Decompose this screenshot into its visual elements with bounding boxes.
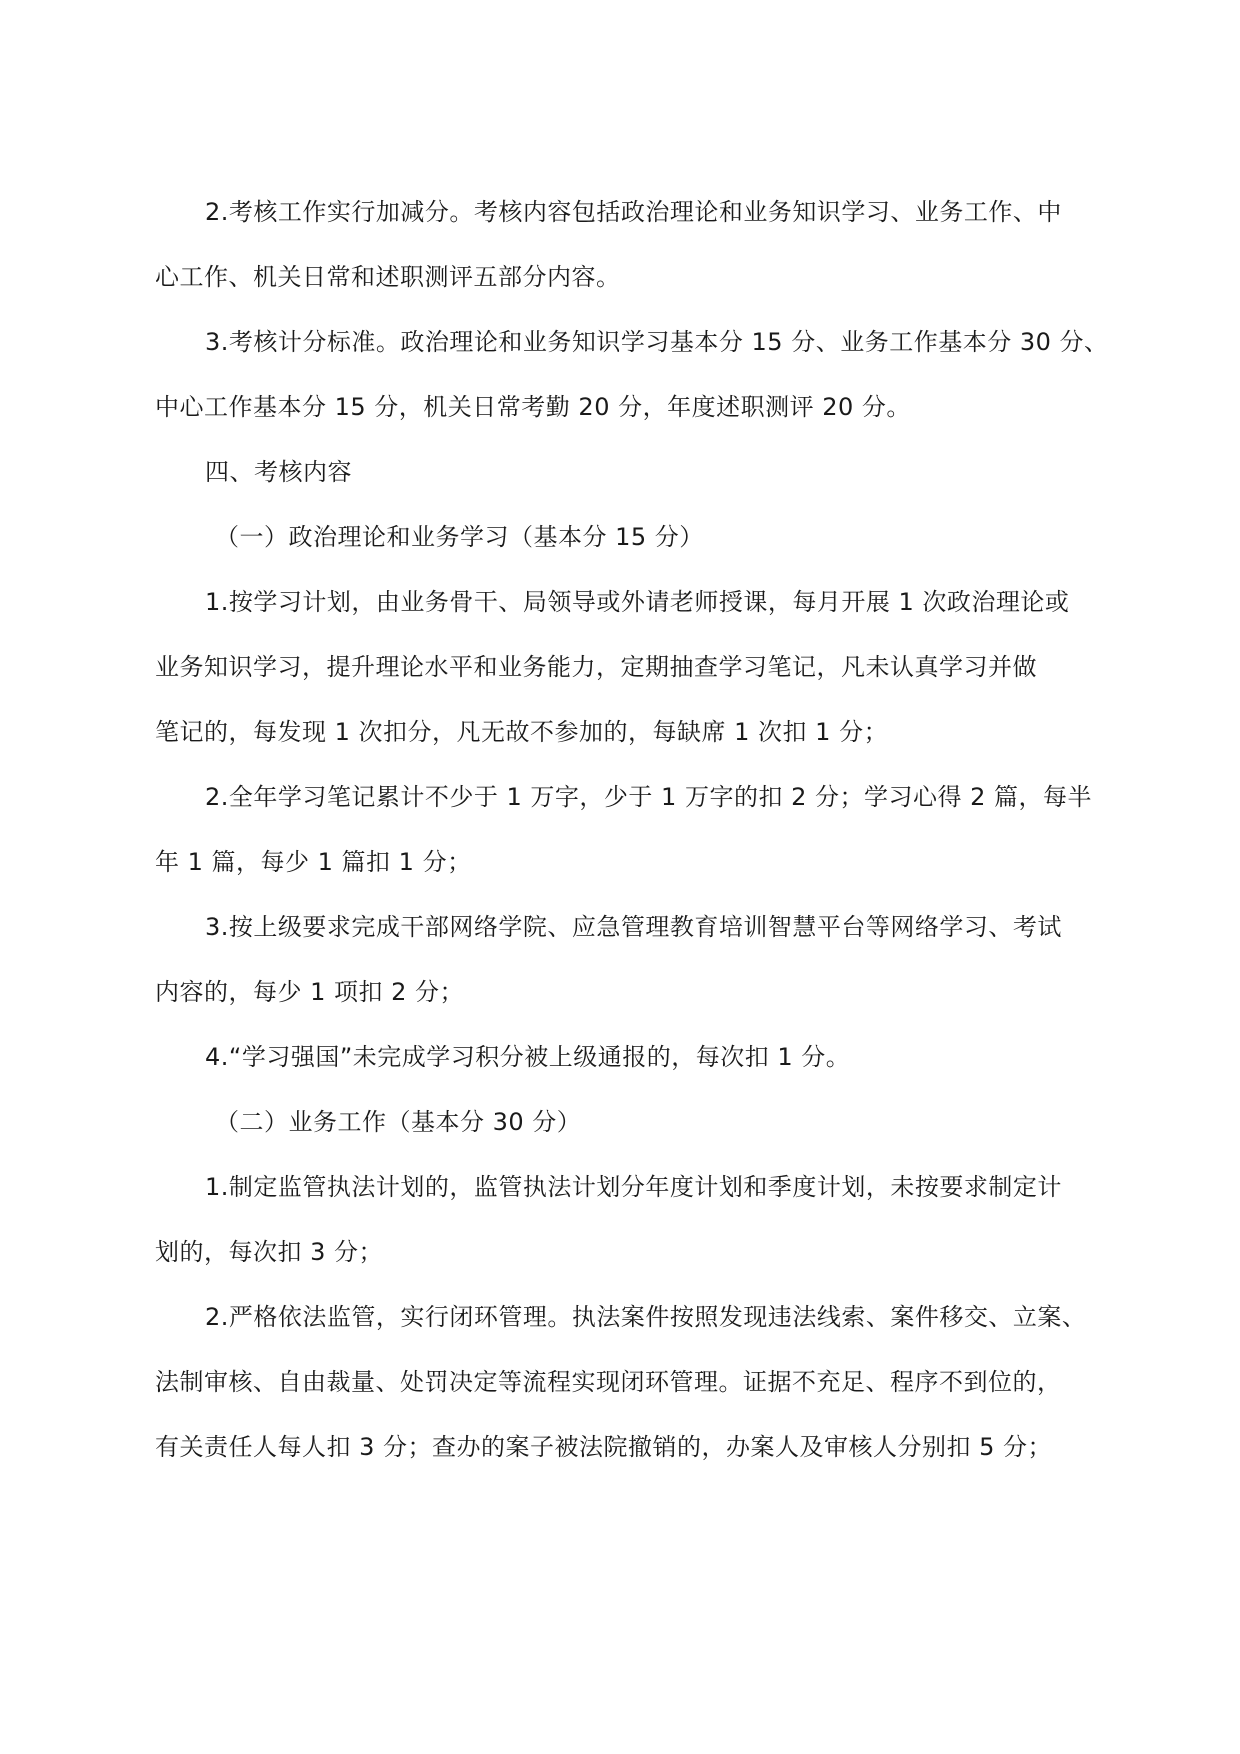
paragraph-2-line-1: 2.考核工作实行加减分。考核内容包括政治理论和业务知识学习、业务工作、中: [205, 198, 1062, 226]
item-4-line-1: 4.“学习强国”未完成学习积分被上级通报的，每次扣 1 分。: [205, 1043, 851, 1071]
work-item-2-line-2: 法制审核、自由裁量、处罚决定等流程实现闭环管理。证据不充足、程序不到位的，: [155, 1368, 1062, 1396]
paragraph-2-line-2: 心工作、机关日常和述职测评五部分内容。: [155, 263, 621, 291]
item-3-line-2: 内容的，每少 1 项扣 2 分；: [155, 978, 465, 1006]
item-3-line-1: 3.按上级要求完成干部网络学院、应急管理教育培训智慧平台等网络学习、考试: [205, 913, 1062, 941]
subsection-heading-1: （一）政治理论和业务学习（基本分 15 分）: [215, 523, 704, 551]
item-1-line-2: 业务知识学习，提升理论水平和业务能力，定期抽查学习笔记，凡未认真学习并做: [155, 653, 1037, 681]
work-item-2-line-3: 有关责任人每人扣 3 分；查办的案子被法院撤销的，办案人及审核人分别扣 5 分；: [155, 1433, 1053, 1461]
section-heading: 四、考核内容: [205, 458, 352, 486]
item-1-line-3: 笔记的，每发现 1 次扣分，凡无故不参加的，每缺席 1 次扣 1 分；: [155, 718, 889, 746]
subsection-heading-2: （二）业务工作（基本分 30 分）: [215, 1108, 582, 1136]
work-item-1-line-2: 划的，每次扣 3 分；: [155, 1238, 384, 1266]
paragraph-3-line-1: 3.考核计分标准。政治理论和业务知识学习基本分 15 分、业务工作基本分 30 分、: [205, 328, 1109, 356]
item-2-line-1: 2.全年学习笔记累计不少于 1 万字，少于 1 万字的扣 2 分；学习心得 2 篇，每半: [205, 783, 1093, 811]
item-1-line-1: 1.按学习计划，由业务骨干、局领导或外请老师授课，每月开展 1 次政治理论或: [205, 588, 1070, 616]
work-item-2-line-1: 2.严格依法监管，实行闭环管理。执法案件按照发现违法线索、案件移交、立案、: [205, 1303, 1087, 1331]
item-2-line-2: 年 1 篇，每少 1 篇扣 1 分；: [155, 848, 472, 876]
paragraph-3-line-2: 中心工作基本分 15 分，机关日常考勤 20 分，年度述职测评 20 分。: [155, 393, 911, 421]
work-item-1-line-1: 1.制定监管执法计划的，监管执法计划分年度计划和季度计划，未按要求制定计: [205, 1173, 1062, 1201]
